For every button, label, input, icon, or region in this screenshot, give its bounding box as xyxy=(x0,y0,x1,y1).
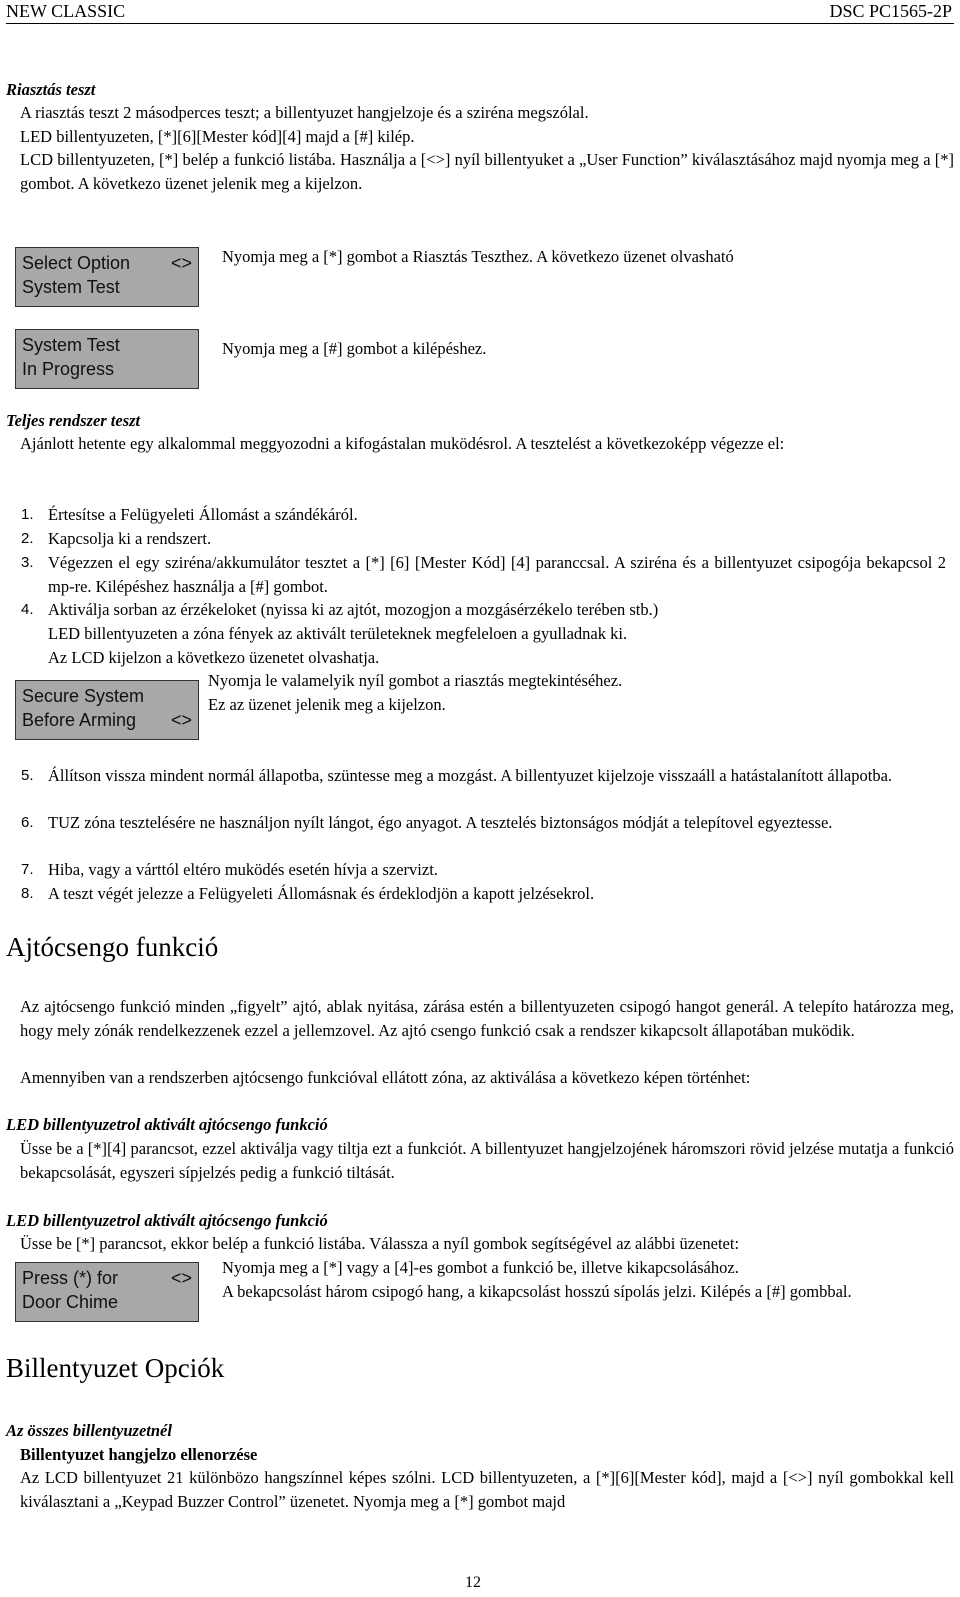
heading-keypad-options: Billentyuzet Opciók xyxy=(6,1353,225,1383)
lcd-display-select-option xyxy=(15,247,199,307)
list-number: 1. xyxy=(21,506,34,523)
buzzer-check-text: Az LCD billentyuzet 21 különbözo hangszínnel képes szólni. LCD billentyuzeten, a [*][6][Mester kód], majd a [<>] nyíl gombokkal kell kiválasztani a „Keypad Buzzer Control” üzenetet. Nyomja meg a [*] gombot majd xyxy=(20,1468,954,1511)
lcd-line-2: In Progress xyxy=(22,359,115,379)
led-chime-text: Üsse be a [*][4] parancsot, ezzel aktiválja vagy tiltja ezt a funkciót. A billentyuzet hangjelzojének háromszori rövid jelzése mutatja a funkció bekapcsolását, egyszeri sípjelzés pedig a funkció tiltását. xyxy=(20,1139,954,1182)
page-number: 12 xyxy=(465,1574,481,1591)
list-number: 4. xyxy=(21,601,34,618)
lcd3-description-2: Ez az üzenet jelenik meg a kijelzon. xyxy=(208,695,446,714)
lcd-arrows: <> xyxy=(170,1268,192,1288)
section-title-alarm-test: Riasztás teszt xyxy=(6,80,96,99)
lcd2-description: Nyomja meg a [#] gombot a kilépéshez. xyxy=(222,339,487,358)
lcd4-description-1: Nyomja meg a [*] vagy a [4]-es gombot a funkció be, illetve kikapcsolásához. xyxy=(222,1258,739,1277)
lcd-chime-title: LED billentyuzetrol aktivált ajtócsengo funkció xyxy=(6,1211,328,1230)
list-item-text: Értesítse a Felügyeleti Állomást a szándékáról. xyxy=(48,505,358,524)
all-keypads-subtitle: Az összes billentyuzetnél xyxy=(6,1421,172,1440)
item4-led-line: LED billentyuzeten a zóna fények az aktivált területeknek megfeleloen a gyulladnak ki. xyxy=(48,624,628,643)
lcd-display-secure-system xyxy=(15,680,199,740)
full-test-intro: Ajánlott hetente egy alkalommal meggyozodni a kifogástalan muködésrol. A tesztelést a következoképp végezze el: xyxy=(20,434,785,453)
lcd-arrows: <> xyxy=(170,710,192,730)
lcd-chime-text: Üsse be [*] parancsot, ekkor belép a funkció listába. Válassza a nyíl gombok segítségével az alábbi üzenetet: xyxy=(20,1234,740,1253)
heading-door-chime: Ajtócsengo funkció xyxy=(6,932,219,962)
header-rule xyxy=(6,23,954,24)
item4-lcd-line: Az LCD kijelzon a következo üzenetet olvashatja. xyxy=(48,648,380,667)
list-item-text: TUZ zóna tesztelésére ne használjon nyílt lángot, égo anyagot. A tesztelés biztonságos módját a telepítovel egyeztesse. xyxy=(48,813,833,832)
alarm-test-line-1: A riasztás teszt 2 másodperces teszt; a billentyuzet hangjelzoje és a sziréna megszólal. xyxy=(20,103,589,122)
list-number: 6. xyxy=(21,814,34,831)
lcd-arrows: <> xyxy=(170,253,192,273)
door-chime-paragraph-2: Amennyiben van a rendszerben ajtócsengo funkcióval ellátott zóna, az aktiválása a következo képen történhet: xyxy=(20,1068,751,1087)
header-left: NEW CLASSIC xyxy=(6,1,126,21)
list-item-text: A teszt végét jelezze a Felügyeleti Állomásnak és érdeklodjön a kapott jelzésekrol. xyxy=(48,884,595,903)
lcd-display-door-chime xyxy=(15,1262,199,1322)
list-item-text: Hiba, vagy a várttól eltéro muködés esetén hívja a szervizt. xyxy=(48,860,438,879)
list-item-text: Aktiválja sorban az érzékeloket (nyissa ki az ajtót, mozogjon a mozgásérzékelo terében stb.) xyxy=(48,600,659,619)
lcd-line-2: Door Chime xyxy=(22,1292,119,1312)
list-number: 5. xyxy=(21,767,34,784)
lcd1-description: Nyomja meg a [*] gombot a Riasztás Teszthez. A következo üzenet olvasható xyxy=(222,247,734,266)
lcd-line-1: Secure System xyxy=(22,686,145,706)
list-item-text: Állítson vissza mindent normál állapotba, szüntesse meg a mozgást. A billentyuzet kijelzoje visszaáll a hatástalanított állapotba. xyxy=(48,766,893,785)
lcd-line-1: Press (*) for xyxy=(22,1268,119,1288)
alarm-test-line-3: LCD billentyuzeten, [*] belép a funkció listába. Használja a [<>] nyíl billentyuket a „User Function” kiválasztásához majd nyomja meg a [*] gombot. A következo üzenet jelenik meg a kijelzon. xyxy=(20,150,954,193)
list-number: 3. xyxy=(21,554,34,571)
lcd-display-system-test xyxy=(15,329,199,389)
lcd-line-2: Before Arming xyxy=(22,710,137,730)
lcd-line-1: Select Option xyxy=(22,253,131,273)
section-title-full-test: Teljes rendszer teszt xyxy=(6,411,141,430)
list-number: 7. xyxy=(21,861,34,878)
buzzer-check-title: Billentyuzet hangjelzo ellenorzése xyxy=(20,1445,258,1464)
list-item-text: Kapcsolja ki a rendszert. xyxy=(48,529,212,548)
list-number: 8. xyxy=(21,885,34,902)
lcd-line-1: System Test xyxy=(22,335,120,355)
lcd-line-2: System Test xyxy=(22,277,120,297)
door-chime-paragraph: Az ajtócsengo funkció minden „figyelt” ajtó, ablak nyitása, zárása estén a billentyuzeten csipogó hangot generál. A telepíto határozza meg, hogy mely zónák rendelkezzenek ezzel a jellemzovel. Az ajtó csengo funkció csak a rendszer kikapcsolt állapotában muködik. xyxy=(20,997,954,1040)
led-chime-title: LED billentyuzetrol aktivált ajtócsengo funkció xyxy=(6,1115,328,1134)
list-item-text: Végezzen el egy sziréna/akkumulátor tesztet a [*] [6] [Mester Kód] [4] paranccsal. A sziréna és a billentyuzet csipogója bekapcsol 2 mp-re. Kilépéshez használja a [#] gombot. xyxy=(48,553,946,596)
header-right: DSC PC1565-2P xyxy=(829,1,952,21)
list-number: 2. xyxy=(21,530,34,547)
alarm-test-line-2: LED billentyuzeten, [*][6][Mester kód][4] majd a [#] kilép. xyxy=(20,127,415,146)
lcd4-description-2: A bekapcsolást három csipogó hang, a kikapcsolást hosszú sípolás jelzi. Kilépés a [#] gombbal. xyxy=(222,1282,852,1301)
lcd3-description-1: Nyomja le valamelyik nyíl gombot a riasztás megtekintéséhez. xyxy=(208,671,623,690)
